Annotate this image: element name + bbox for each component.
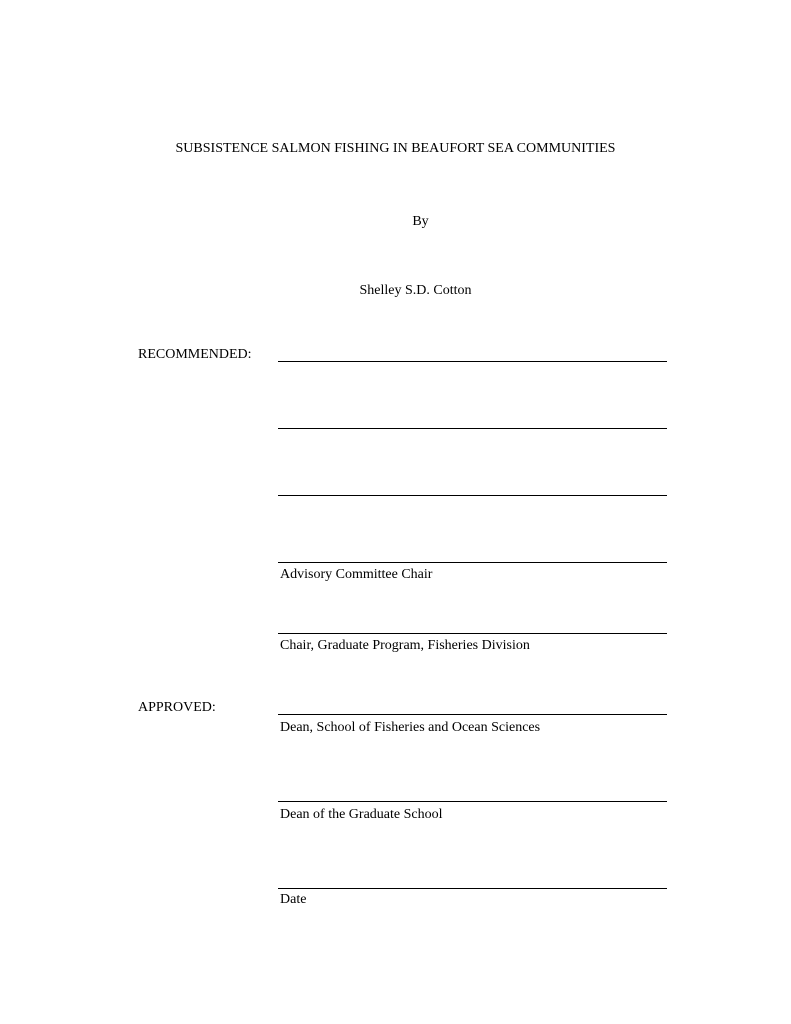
by-label: By bbox=[412, 214, 429, 229]
author-name: Shelley S.D. Cotton bbox=[359, 283, 472, 298]
signature-caption: Dean, School of Fisheries and Ocean Sciences bbox=[280, 720, 541, 735]
signature-line bbox=[278, 428, 667, 429]
document-title: SUBSISTENCE SALMON FISHING IN BEAUFORT SEA COMMUNITIES bbox=[175, 141, 616, 156]
signature-caption: Dean of the Graduate School bbox=[280, 807, 443, 822]
approved-label: APPROVED: bbox=[138, 700, 216, 715]
signature-line bbox=[278, 714, 667, 715]
signature-line bbox=[278, 562, 667, 563]
signature-line bbox=[278, 633, 667, 634]
signature-caption: Chair, Graduate Program, Fisheries Division bbox=[280, 638, 530, 653]
signature-line bbox=[278, 801, 667, 802]
recommended-label: RECOMMENDED: bbox=[138, 347, 252, 362]
signature-caption: Date bbox=[280, 892, 307, 907]
signature-line bbox=[278, 495, 667, 496]
signature-line bbox=[278, 888, 667, 889]
signature-line bbox=[278, 361, 667, 362]
signature-caption: Advisory Committee Chair bbox=[280, 567, 433, 582]
